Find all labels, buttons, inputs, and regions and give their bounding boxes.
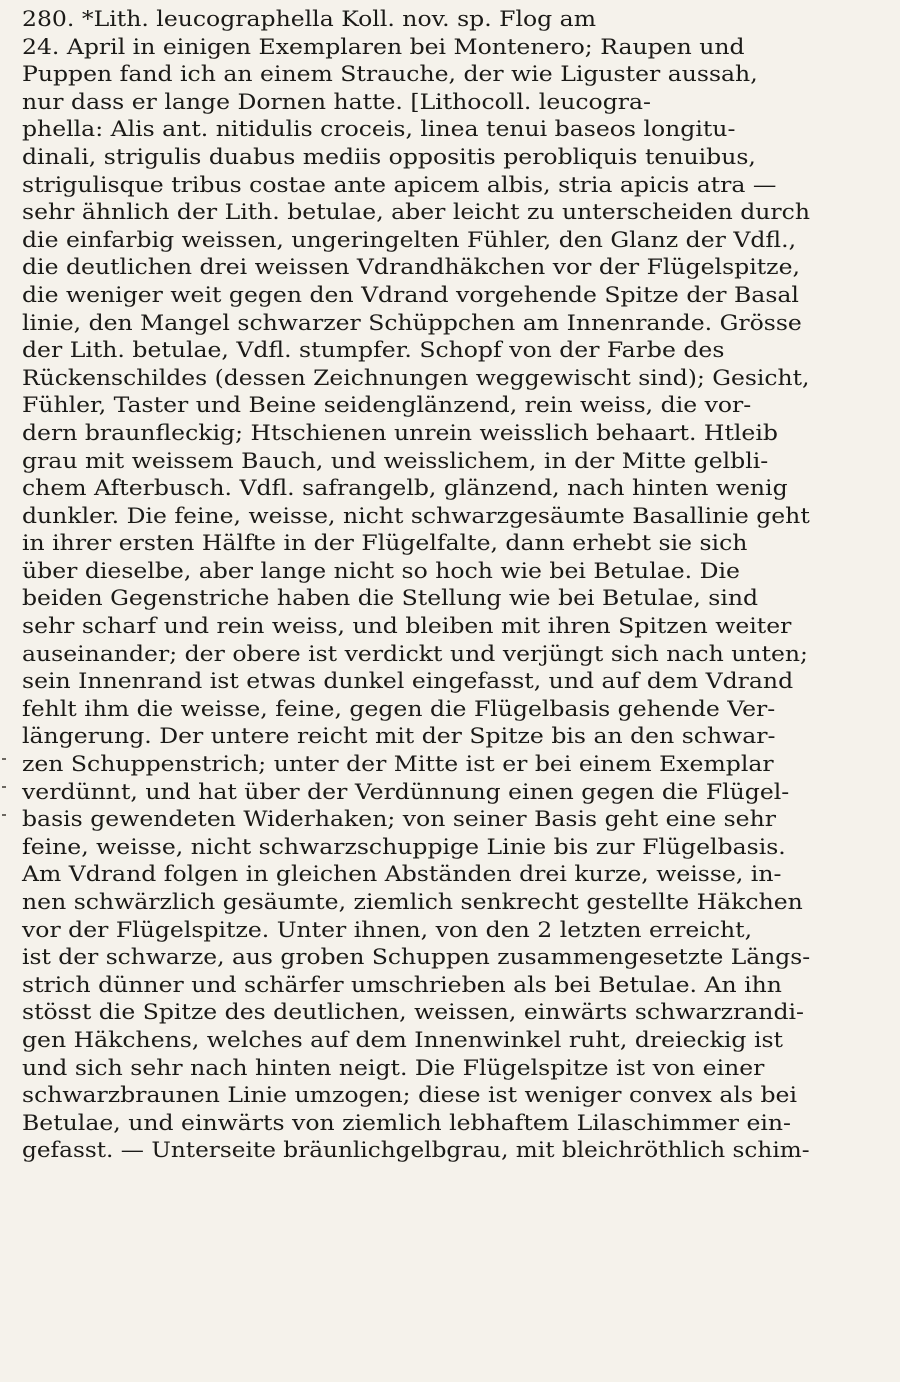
text-line: Am Vdrand folgen in gleichen Abständen drei kurze, weisse, in- — [22, 862, 782, 887]
text-line: nen schwärzlich gesäumte, ziemlich senkrecht gestellte Häkchen — [22, 890, 803, 914]
text-line: sein Innenrand ist etwas dunkel eingefasst, und auf dem Vdrand — [22, 669, 794, 694]
text-line: sehr ähnlich der Lith. betulae, aber leicht zu unterscheiden durch — [22, 200, 810, 225]
text-line: phella: Alis ant. nitidulis croceis, linea tenui baseos longitu- — [22, 117, 736, 142]
margin-speck — [2, 786, 6, 788]
text-line: zen Schuppenstrich; unter der Mitte ist er bei einem Exemplar — [22, 752, 774, 777]
text-line: 280. *Lith. leucographella Koll. nov. sp. Flog am — [22, 7, 597, 31]
text-line: dinali, strigulis duabus mediis oppositis perobliquis tenuibus, — [22, 144, 756, 169]
text-line: basis gewendeten Widerhaken; von seiner Basis geht eine sehr — [22, 807, 776, 832]
text-line: fehlt ihm die weisse, feine, gegen die Flügelbasis gehende Ver- — [22, 696, 776, 721]
text-line: Rückenschildes (dessen Zeichnungen weggewischt sind); Gesicht, — [22, 365, 810, 390]
text-line: die deutlichen drei weissen Vdrandhäkchen vor der Flügelspitze, — [22, 255, 800, 280]
text-line: dern braunfleckig; Htschienen unrein weisslich behaart. Htleib — [22, 420, 778, 445]
text-line: strigulisque tribus costae ante apicem albis, stria apicis atra — — [22, 172, 777, 197]
text-line: Puppen fand ich an einem Strauche, der wie Liguster aussah, — [22, 62, 758, 87]
text-line: feine, weisse, nicht schwarzschuppige Linie bis zur Flügelbasis. — [22, 834, 786, 859]
text-line: die einfarbig weissen, ungeringelten Fühler, den Glanz der Vdfl., — [22, 227, 797, 252]
text-line: über dieselbe, aber lange nicht so hoch wie bei Betulae. Die — [22, 558, 740, 583]
text-line: die weniger weit gegen den Vdrand vorgehende Spitze der Basal — [22, 282, 799, 307]
text-line: dunkler. Die feine, weisse, nicht schwarzgesäumte Basallinie geht — [22, 503, 810, 528]
text-line: der Lith. betulae, Vdfl. stumpfer. Schopf von der Farbe des — [22, 338, 725, 363]
text-line: ist der schwarze, aus groben Schuppen zusammengesetzte Längs- — [22, 945, 811, 970]
text-line: schwarzbraunen Linie umzogen; diese ist weniger convex als bei — [22, 1083, 798, 1108]
body-text — [22, 6, 822, 1193]
text-line: chem Afterbusch. Vdfl. safrangelb, glänzend, nach hinten wenig — [22, 476, 788, 501]
text-line: längerung. Der untere reicht mit der Spitze bis an den schwar- — [22, 724, 776, 749]
text-line: 24. April in einigen Exemplaren bei Montenero; Raupen und — [22, 34, 745, 59]
text-line: nur dass er lange Dornen hatte. [Lithocoll. leucogra- — [22, 89, 652, 114]
text-line: verdünnt, und hat über der Verdünnung einen gegen die Flügel- — [22, 779, 790, 804]
text-line: Fühler, Taster und Beine seidenglänzend, rein weiss, die vor- — [22, 393, 752, 418]
text-line: beiden Gegenstriche haben die Stellung wie bei Betulae, sind — [22, 586, 759, 611]
text-line: und sich sehr nach hinten neigt. Die Flügelspitze ist von einer — [22, 1055, 765, 1080]
text-line: auseinander; der obere ist verdickt und verjüngt sich nach unten; — [22, 641, 808, 666]
text-line: linie, den Mangel schwarzer Schüppchen am Innenrande. Grösse — [22, 310, 802, 335]
text-line: vor der Flügelspitze. Unter ihnen, von den 2 letzten erreicht, — [22, 917, 753, 942]
margin-speck — [2, 758, 6, 760]
text-line: gefasst. — Unterseite bräunlichgelbgrau, mit bleichröthlich schim- — [22, 1138, 810, 1163]
text-line: strich dünner und schärfer umschrieben als bei Betulae. An ihn — [22, 972, 782, 997]
margin-speck — [2, 814, 6, 816]
text-line: in ihrer ersten Hälfte in der Flügelfalte, dann erhebt sie sich — [22, 531, 748, 556]
text-line: sehr scharf und rein weiss, und bleiben mit ihren Spitzen weiter — [22, 614, 792, 639]
text-line: gen Häkchens, welches auf dem Innenwinkel ruht, dreieckig ist — [22, 1027, 784, 1052]
text-line: stösst die Spitze des deutlichen, weissen, einwärts schwarzrandi- — [22, 1000, 804, 1025]
text-line: grau mit weissem Bauch, und weisslichem, in der Mitte gelbli- — [22, 448, 769, 473]
text-line: Betulae, und einwärts von ziemlich lebhaftem Lilaschimmer ein- — [22, 1110, 791, 1135]
